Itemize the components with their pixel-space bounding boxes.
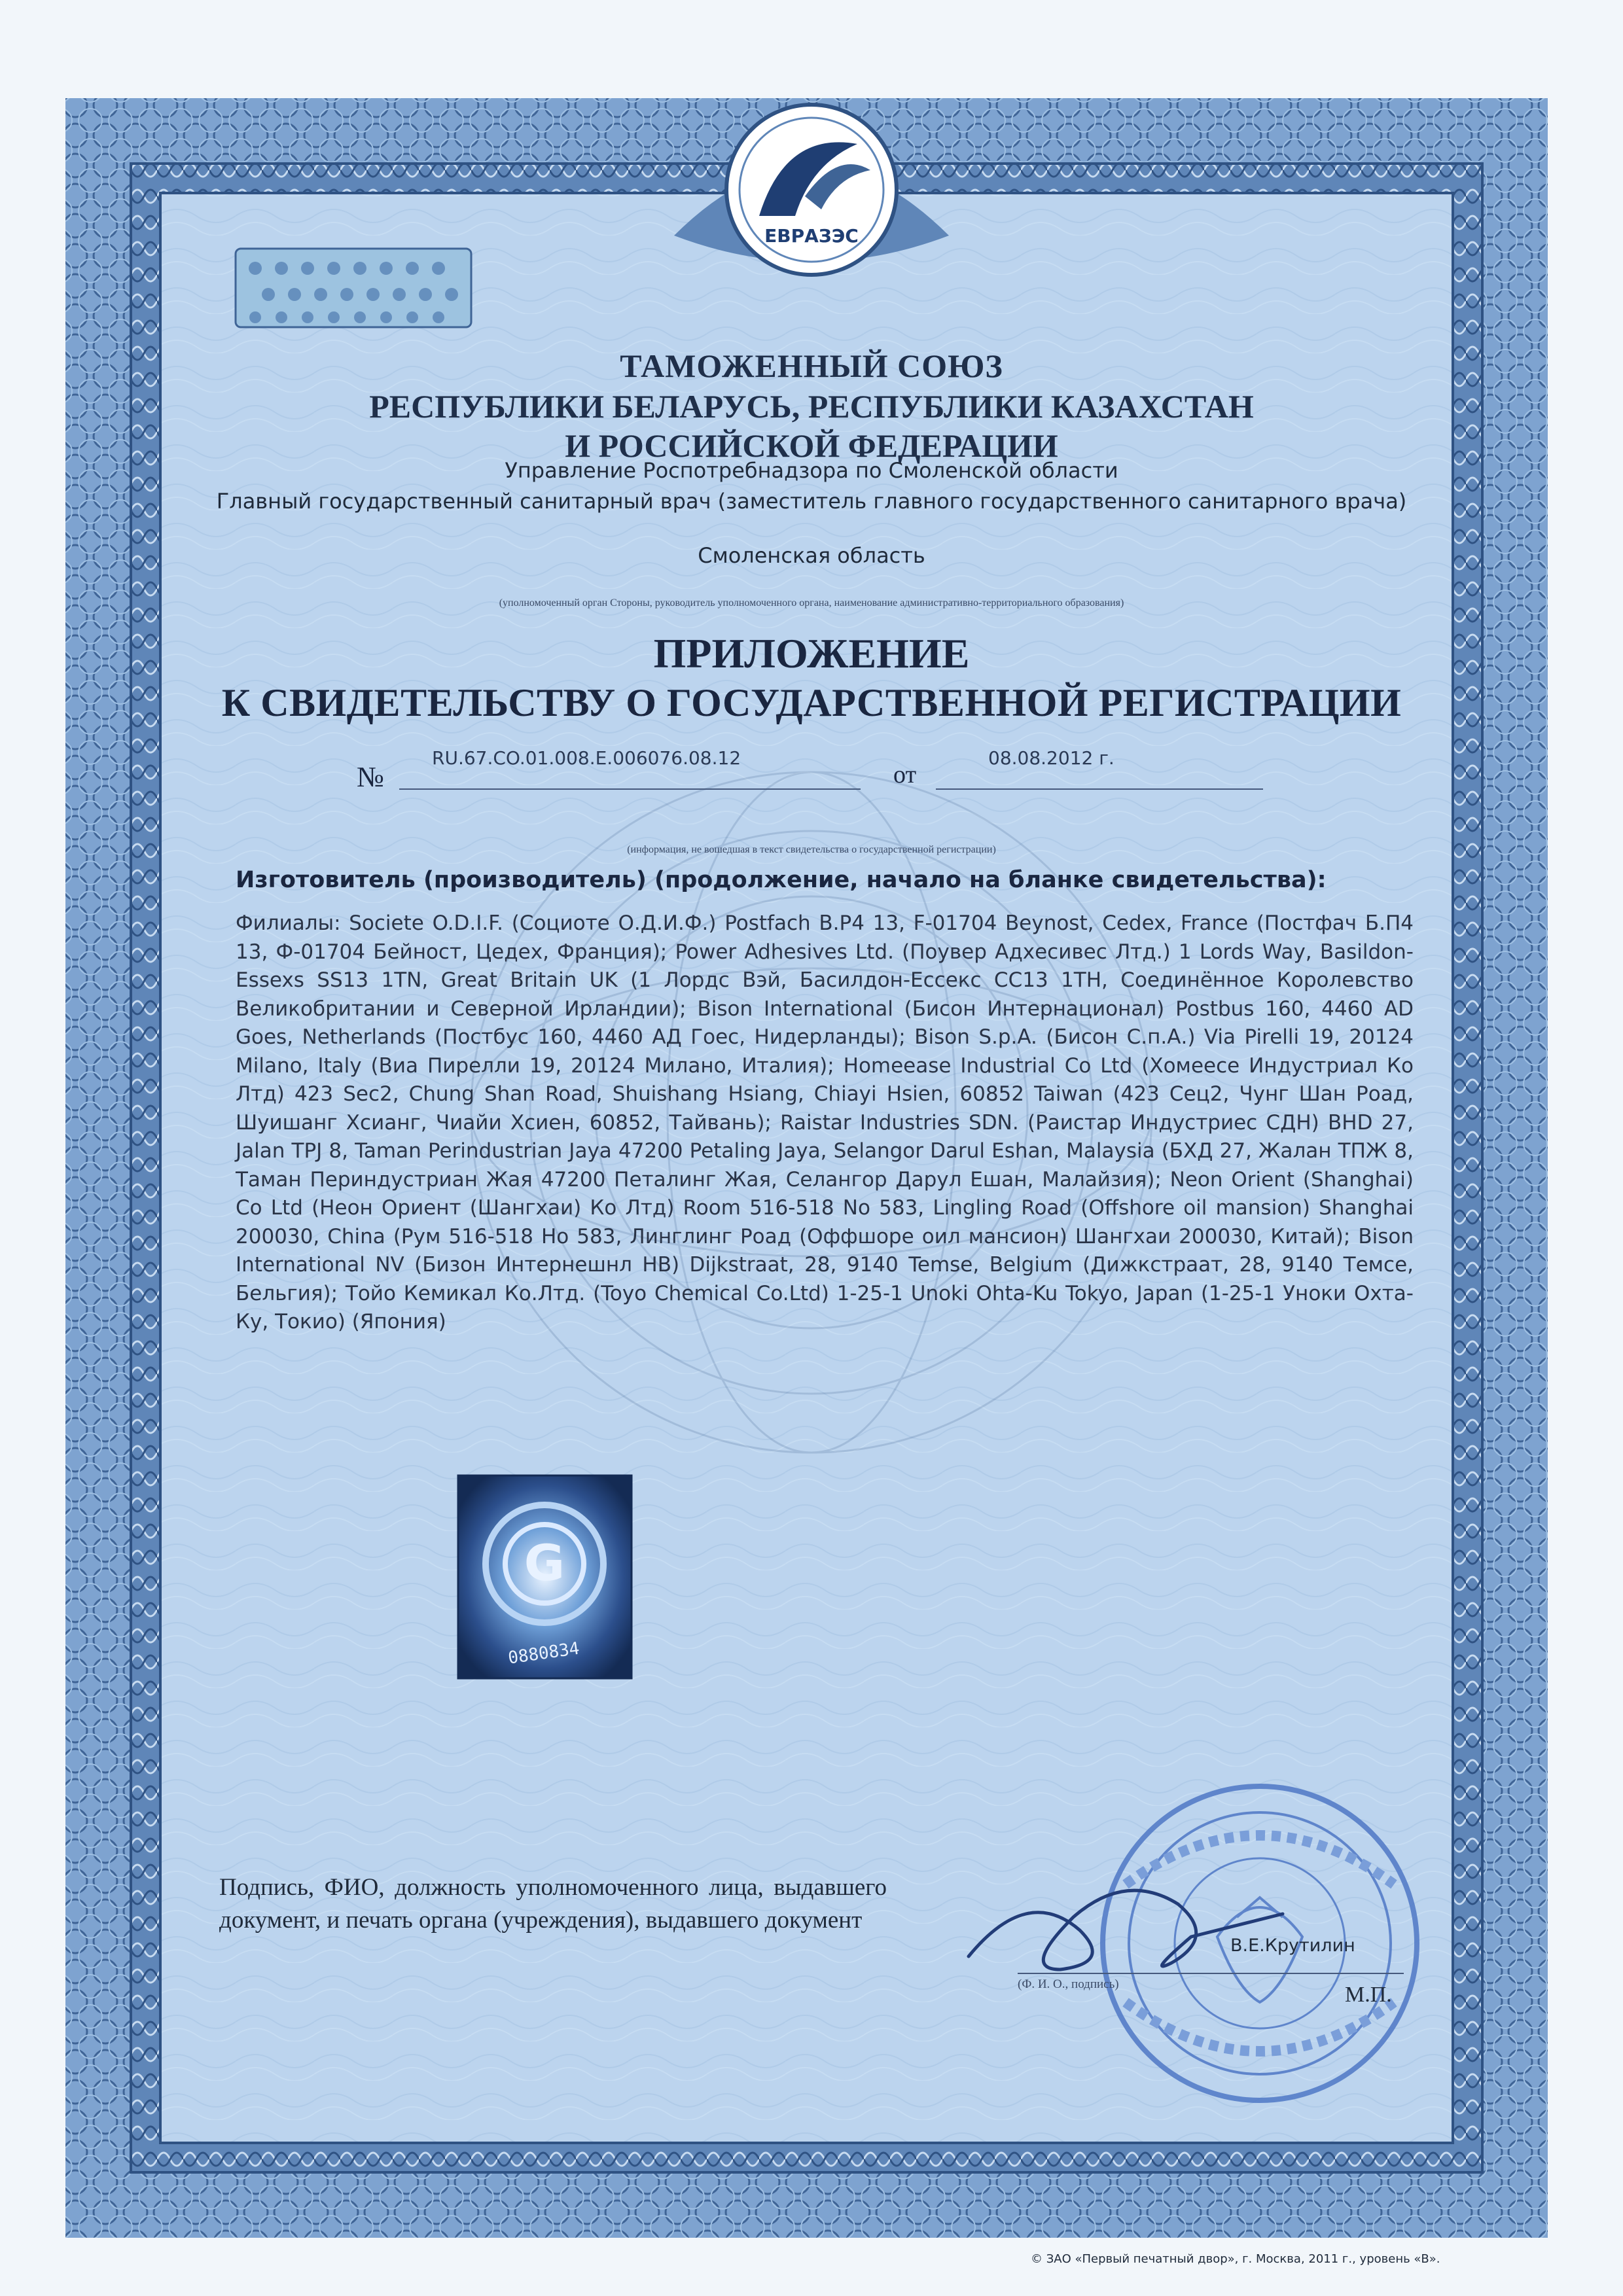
svg-text:G: G [524, 1534, 565, 1592]
header-line-3: И РОССИЙСКОЙ ФЕДЕРАЦИИ [565, 427, 1058, 464]
registration-hint: (информация, не вошедшая в текст свидетельства о государственной регистрации) [627, 844, 996, 855]
authority-official: Главный государственный санитарный врач (заместитель главного государственного санитарного врача) [216, 489, 1407, 514]
hologram-number: 0880834 [507, 1638, 581, 1669]
registration-number: RU.67.CO.01.008.E.006076.08.12 [432, 747, 741, 769]
number-label: № [357, 761, 384, 793]
header-line-2: РЕСПУБЛИКИ БЕЛАРУСЬ, РЕСПУБЛИКИ КАЗАХСТАН [369, 388, 1254, 425]
authority-org: Управление Роспотребнадзора по Смоленской области [505, 458, 1118, 483]
manufacturer-text: Филиалы: Societe O.D.I.F. (Социоте О.Д.И.Ф.) Postfach B.P4 13, F-01704 Beynost, Cedex, France (Постфач Б.П4 13, Ф-01704 Бейност, Цедех, Франция); Power Adhesives Ltd. (Поувер Адхесивес Лтд.) 1 Lords Way, Basildon-Essexs SS13 1TN, Great Britain UK (1 Лордс Вэй, Басилдон-Ессекс СС13 1ТН, Соединённое Королевство Великобритании и Северной Ирландии); Bison International (Бисон Интернационал) Postbus 160, 4460 AD Goes, Netherlands (Постбус 160, 4460 АД Гоес, Нидерланды); Bison S.p.A. (Бисон С.п.А.) Via Pirelli 19, 20124 Milano, Italy (Виа Пирелли 19, 20124 Милано, Италия); Homeease Industrial Co Ltd (Хомеесе Индустриал Ко Лтд) 423 Sec2, Chung Shan Road, Shuishang Hsiang, Chiayi Hsien, 60852 Taiwan (423 Сец2, Чунг Шан Роад, Шуишанг Хсианг, Чиайи Хсиен, 60852, Тайвань); Raistar Industries SDN. (Раистар Индустриес СДН) BHD 27, Jalan TPJ 8, Taman Perindustrian Jaya 47200 Petaling Jaya, Selangor Darul Eshan, Malaysia (БХД 27, Жалан ТПЖ 8, Таман Периндустриан Жая 47200 Петалинг Жая, Селангор Дарул Ешан, Малайзия); Neon Orient (Shanghai) Co Ltd (Неон Ориент (Шангхаи) Ко Лтд) Room 516-518 No 583, Lingling Road (Offshore oil mansion) Shanghai 200030, China (Рум 516-518 Но 583, Линглинг Роад (Оффшоре оил мансион) Шангхаи 200030, Китай); Bison International NV (Бизон Интернешнл НВ) Dijkstraat, 28, 9140 Temse, Belgium (Дижкстраат, 28, 9140 Темсе, Бельгия); Тойо Кемикал Ко.Лтд. (Toyo Chemical Co.Ltd) 1-25-1 Unoki Ohta-Ku Tokyo, Japan (1-25-1 Уноки Охта-Ку, Токио) (Япония) [236, 911, 1414, 1333]
signature-hint: (Ф. И. О., подпись) [1018, 1977, 1119, 1991]
hologram-sticker [458, 1475, 632, 1678]
stamp-label: М.П. [1345, 1983, 1392, 2007]
number-underline [399, 788, 861, 790]
signature-label: Подпись, ФИО, должность уполномоченного лица, выдавшего документ, и печать органа (учреждения), выдавшего документ [219, 1874, 887, 1934]
emblem-label: ЕВРАЗЭС [764, 225, 859, 247]
authority-region: Смоленская область [698, 543, 925, 568]
document-subtitle: К СВИДЕТЕЛЬСТВУ О ГОСУДАРСТВЕННОЙ РЕГИСТРАЦИИ [221, 681, 1402, 724]
registration-date: 08.08.2012 г. [988, 747, 1115, 769]
date-underline [936, 788, 1263, 790]
printer-note: © ЗАО «Первый печатный двор», г. Москва, 2011 г., уровень «В». [1031, 2252, 1440, 2266]
header-line-1: ТАМОЖЕННЫЙ СОЮЗ [620, 347, 1003, 384]
manufacturer-heading: Изготовитель (производитель) (продолжение, начало на бланке свидетельства): [236, 867, 1327, 893]
signature-underline [1018, 1973, 1404, 1974]
signatory-name: В.Е.Крутилин [1230, 1935, 1355, 1956]
security-strip [236, 249, 471, 327]
authority-hint: (уполномоченный орган Стороны, руководитель уполномоченного органа, наименование административно-территориального образования) [499, 597, 1124, 609]
date-label: от [893, 761, 917, 788]
document-title: ПРИЛОЖЕНИЕ [653, 630, 970, 677]
